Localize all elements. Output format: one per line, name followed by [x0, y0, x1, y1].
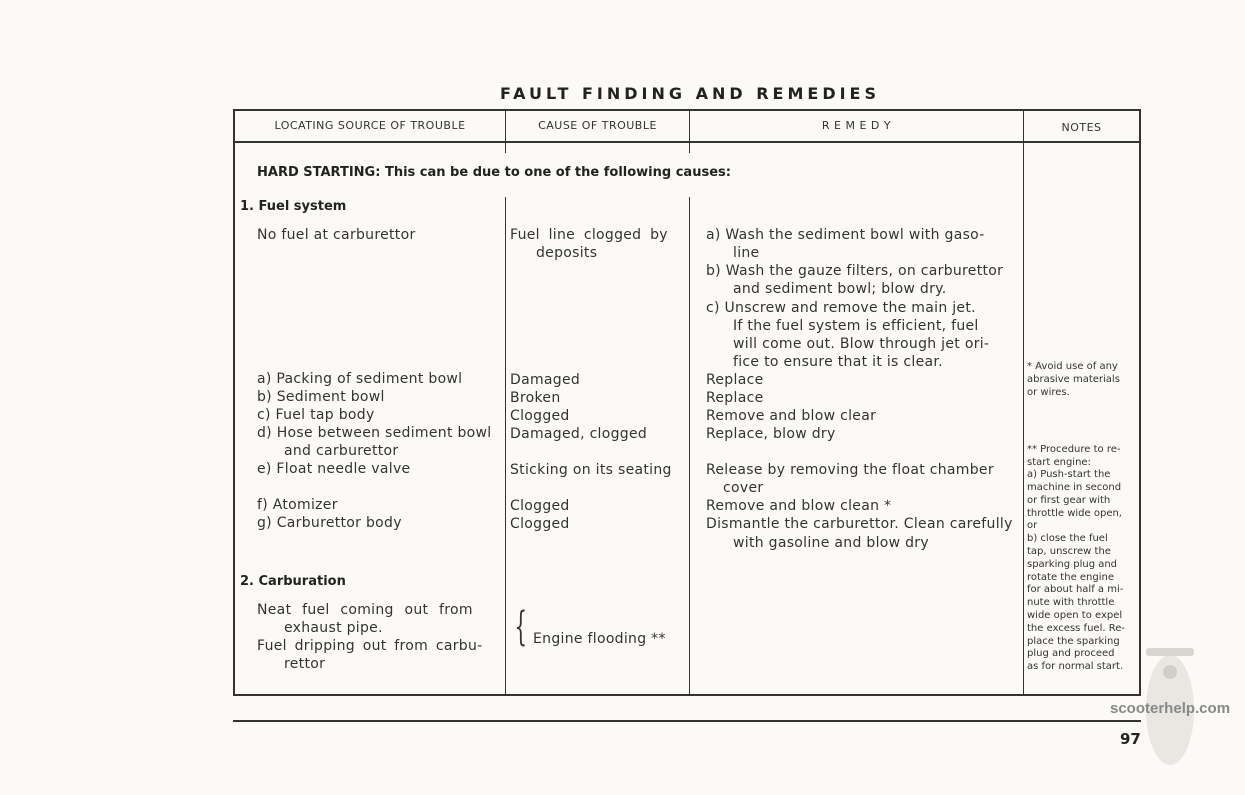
- remedy-item-a: Replace: [706, 372, 764, 388]
- cause-fuel-line-2: deposits: [536, 245, 598, 261]
- note-2-line-6: throttle wide open,: [1027, 508, 1122, 519]
- cause-g: Clogged: [510, 516, 570, 532]
- remedy-item-g: Dismantle the carburettor. Clean carefully: [706, 516, 1013, 532]
- remedy-c: c) Unscrew and remove the main jet.: [706, 300, 976, 316]
- cause-e: Sticking on its seating: [510, 462, 672, 478]
- table-top-border: [233, 109, 1141, 111]
- header-remedy: R E M E D Y: [821, 119, 892, 132]
- remedy-b-cont: and sediment bowl; blow dry.: [733, 281, 947, 297]
- source-b: b) Sediment bowl: [257, 389, 385, 405]
- note-2-line-5: or first gear with: [1027, 495, 1111, 506]
- watermark-text: scooterhelp.com: [1110, 700, 1231, 717]
- cause-c: Clogged: [510, 408, 570, 424]
- remedy-item-e: Release by removing the float chamber: [706, 462, 994, 478]
- header-locating: LOCATING SOURCE OF TROUBLE: [274, 119, 466, 132]
- header-notes: NOTES: [1061, 121, 1102, 134]
- note-2-line-11: rotate the engine: [1027, 572, 1115, 583]
- table-bottom-border: [233, 694, 1141, 696]
- source-f: f) Atomizer: [257, 497, 338, 513]
- note-2-line-9: tap, unscrew the: [1027, 546, 1111, 557]
- source-g: g) Carburettor body: [257, 515, 402, 531]
- source-a: a) Packing of sediment bowl: [257, 371, 463, 387]
- source-no-fuel: No fuel at carburettor: [257, 227, 416, 243]
- remedy-item-c: Remove and blow clear: [706, 408, 877, 424]
- remedy-a: a) Wash the sediment bowl with gaso-: [706, 227, 985, 243]
- table-left-border: [233, 109, 235, 695]
- source-e: e) Float needle valve: [257, 461, 411, 477]
- remedy-a-cont: line: [733, 245, 760, 261]
- source-c: c) Fuel tap body: [257, 407, 375, 423]
- carb-source-3: Fuel dripping out from carbu-: [257, 638, 483, 654]
- remedy-item-g-cont: with gasoline and blow dry: [733, 535, 929, 551]
- footer-rule: [233, 720, 1141, 722]
- remedy-c-cont1: If the fuel system is efficient, fuel: [733, 318, 979, 334]
- page-number: 97: [1120, 730, 1141, 748]
- carb-source-1: Neat fuel coming out from: [257, 602, 473, 618]
- cause-a: Damaged: [510, 372, 581, 388]
- note-2-line-10: sparking plug and: [1027, 559, 1118, 570]
- note-2-line-17: plug and proceed: [1027, 648, 1115, 659]
- header-cause: CAUSE OF TROUBLE: [538, 119, 657, 132]
- note-2-line-14: wide open to expel: [1027, 610, 1123, 621]
- note-2-line-12: for about half a mi-: [1027, 584, 1124, 595]
- section-fuel-system: 1. Fuel system: [240, 199, 347, 214]
- remedy-item-e-cont: cover: [723, 480, 764, 496]
- note-2-line-15: the excess fuel. Re-: [1027, 623, 1125, 634]
- note-1-line-1: * Avoid use of any: [1027, 361, 1118, 372]
- note-2-line-7: or: [1027, 520, 1038, 531]
- note-2-line-3: a) Push-start the: [1027, 469, 1111, 480]
- remedy-item-b: Replace: [706, 390, 764, 406]
- remedy-item-f: Remove and blow clean *: [706, 498, 892, 514]
- page-title: FAULT FINDING AND REMEDIES: [499, 84, 881, 103]
- curly-brace: {: [514, 604, 528, 650]
- section-carburation: 2. Carburation: [240, 574, 346, 589]
- note-1-line-2: abrasive materials: [1027, 374, 1120, 385]
- remedy-c-cont3: fice to ensure that it is clear.: [733, 354, 943, 370]
- note-2-line-16: place the sparking: [1027, 636, 1120, 647]
- note-1-line-3: or wires.: [1027, 387, 1070, 398]
- note-2-line-2: start engine:: [1027, 457, 1091, 468]
- col-divider-3: [1023, 109, 1024, 694]
- table-right-border: [1139, 109, 1141, 695]
- note-2-line-13: nute with throttle: [1027, 597, 1115, 608]
- source-d-cont: and carburettor: [284, 443, 399, 459]
- note-2-line-4: machine in second: [1027, 482, 1122, 493]
- col-divider-2-body: [689, 197, 690, 694]
- remedy-b: b) Wash the gauze filters, on carburettor: [706, 263, 1004, 279]
- note-2-line-1: ** Procedure to re-: [1027, 444, 1121, 455]
- note-2-line-18: as for normal start.: [1027, 661, 1124, 672]
- header-bottom-border: [233, 141, 1141, 143]
- carb-source-2: exhaust pipe.: [284, 620, 383, 636]
- note-2-line-8: b) close the fuel: [1027, 533, 1108, 544]
- carb-source-4: rettor: [284, 656, 326, 672]
- remedy-item-d: Replace, blow dry: [706, 426, 836, 442]
- cause-d: Damaged, clogged: [510, 426, 648, 442]
- carb-cause: Engine flooding **: [533, 631, 666, 647]
- cause-f: Clogged: [510, 498, 570, 514]
- cause-fuel-line-1: Fuel line clogged by: [510, 227, 668, 243]
- source-d: d) Hose between sediment bowl: [257, 425, 492, 441]
- intro-text: HARD STARTING: This can be due to one of the following causes:: [257, 165, 731, 180]
- col-divider-1-body: [505, 197, 506, 694]
- remedy-c-cont2: will come out. Blow through jet ori-: [733, 336, 990, 352]
- cause-b: Broken: [510, 390, 561, 406]
